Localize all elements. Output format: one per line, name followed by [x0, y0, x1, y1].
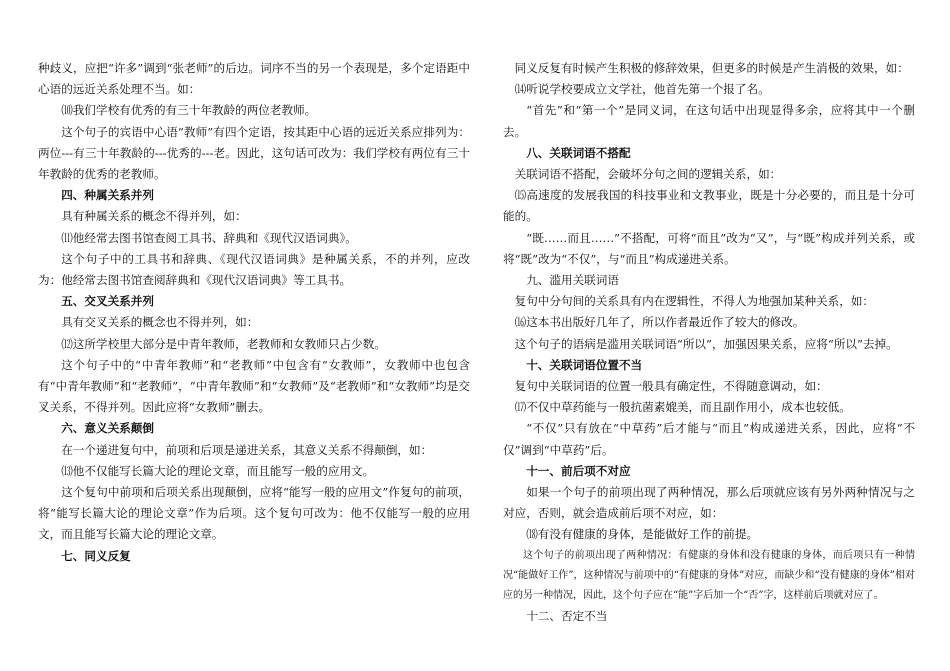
paragraph: ⒃这本书出版好几年了，所以作者最近作了较大的修改。	[514, 315, 805, 330]
paragraph: ⑿这所学校里大部分是中青年教师，老教师和女教师只占少数。	[61, 336, 386, 351]
paragraph: 种歧义，应把“许多”调到“张老师”的后边。词序不当的另一个表现是，多个定语距中心语的远近关系处理不当。如：	[38, 61, 470, 97]
section-heading: 五、交叉关系并列	[61, 294, 154, 309]
right-column	[503, 58, 915, 627]
paragraph: 这个句子的宾语中心语“教师”有四个定语，按其距中心语的远近关系应排列为：两位---有三十年教龄的---优秀的---老。因此，这句话可改为：我们学校有两位有三十年教龄的优秀的老教师。	[38, 124, 470, 182]
paragraph: ⑾他经常去图书馆查阅工具书、辞典和《现代汉语词典》。	[61, 230, 357, 245]
paragraph: 具有种属关系的概念不得并列，如：	[61, 209, 247, 224]
paragraph: 在一个递进复句中，前项和后项是递进关系，其意义关系不得颠倒，如：	[61, 442, 433, 457]
left-column	[38, 58, 470, 567]
paragraph: 如果一个句子的前项出现了两种情况，那么后项就应该有另外两种情况与之对应，否则，就会造成前后项不对应，如：	[503, 485, 915, 521]
paragraph: 这个复句中前项和后项关系出现颠倒，应将“能写一般的应用文”作复句的前项，将“能写长篇大论的理论文章”作为后项。这个复句可改为：他不仅能写一般的应用文，而且能写长篇大论的理论文章。	[38, 485, 470, 542]
paragraph: ⒂高速度的发展我国的科技事业和文教事业，既是十分必要的，而且是十分可能的。	[503, 188, 915, 224]
paragraph: 同义反复有时候产生积极的修辞效果，但更多的时候是产生消极的效果，如：	[514, 61, 909, 75]
paragraph: 具有交叉关系的概念也不得并列，如：	[61, 315, 259, 330]
paragraph: 这个句子的语病是滥用关联词语“所以”，加强因果关系，应将“所以”去掉。	[514, 336, 898, 351]
section-heading: 六、意义关系颠倒	[61, 421, 154, 436]
paragraph: 复句中关联词语的位置一般具有确定性，不得随意调动，如：	[514, 379, 828, 394]
section-heading: 四、种属关系并列	[61, 188, 154, 203]
paragraph: 关联词语不搭配，会破坏分句之间的逻辑关系，如：	[514, 167, 782, 182]
paragraph: ⒄不仅中草药能与一般抗菌素媲美，而且副作用小，成本也较低。	[514, 400, 851, 415]
section-heading: 十、关联词语位置不当	[526, 357, 643, 372]
section-heading: 十一、前后项不对应	[526, 463, 631, 478]
section-heading: 七、同义反复	[61, 548, 131, 563]
paragraph: “既……而且……”不搭配，可将“而且”改为“又”，与“既”构成并列关系，或将“既”改为“不仅”，与“而且”构成递进关系。	[503, 230, 915, 266]
paragraph: 九、滥用关联词语	[526, 273, 619, 288]
paragraph: 十二、否定不当	[526, 608, 608, 623]
paragraph: 这个句子中的“中青年教师”和“老教师”中包含有“女教师”，女教师中也包含有“中青年教师”和“老教师”，“中青年教师”和“女教师”及“老教师”和“女教师”均是交叉关系，不得并列。因此应将“女教师”删去。	[38, 357, 470, 415]
paragraph: 这个句子中的工具书和辞典、《现代汉语词典》是种属关系，不的并列，应改为：他经常去图书馆查阅辞典和《现代汉语词典》等工具书。	[38, 251, 470, 288]
paragraph: ⒀他不仅能写长篇大论的理论文章，而且能写一般的应用文。	[61, 463, 375, 478]
paragraph: ⑽我们学校有优秀的有三十年教龄的两位老教师。	[61, 103, 317, 118]
paragraph: 复句中分句间的关系具有内在逻辑性，不得人为地强加某种关系，如：	[514, 294, 875, 309]
paragraph: ⒁听说学校要成立文学社，他首先第一个报了名。	[514, 82, 770, 97]
paragraph: “不仅”只有放在“中草药”后才能与“而且”构成递进关系，因此，应将“不仅”调到“中草药”后。	[503, 421, 915, 457]
section-heading: 八、关联词语不搭配	[526, 145, 631, 160]
paragraph: ⒅有没有健康的身体，是能做好工作的前提。	[526, 527, 759, 542]
paragraph: “首先”和“第一个”是同义词，在这句话中出现显得多余，应将其中一个删去。	[503, 103, 915, 139]
paragraph: 这个句子的前项出现了两种情况：有健康的身体和没有健康的身体，而后项只有一种情况“能做好工作”，这种情况与前项中的“有健康的身体”对应，而缺少和“没有健康的身体”相对应的另一种情况，因此，这个句子应在“能”字后加一个“否”字，这样前后项就对应了。	[503, 549, 915, 601]
